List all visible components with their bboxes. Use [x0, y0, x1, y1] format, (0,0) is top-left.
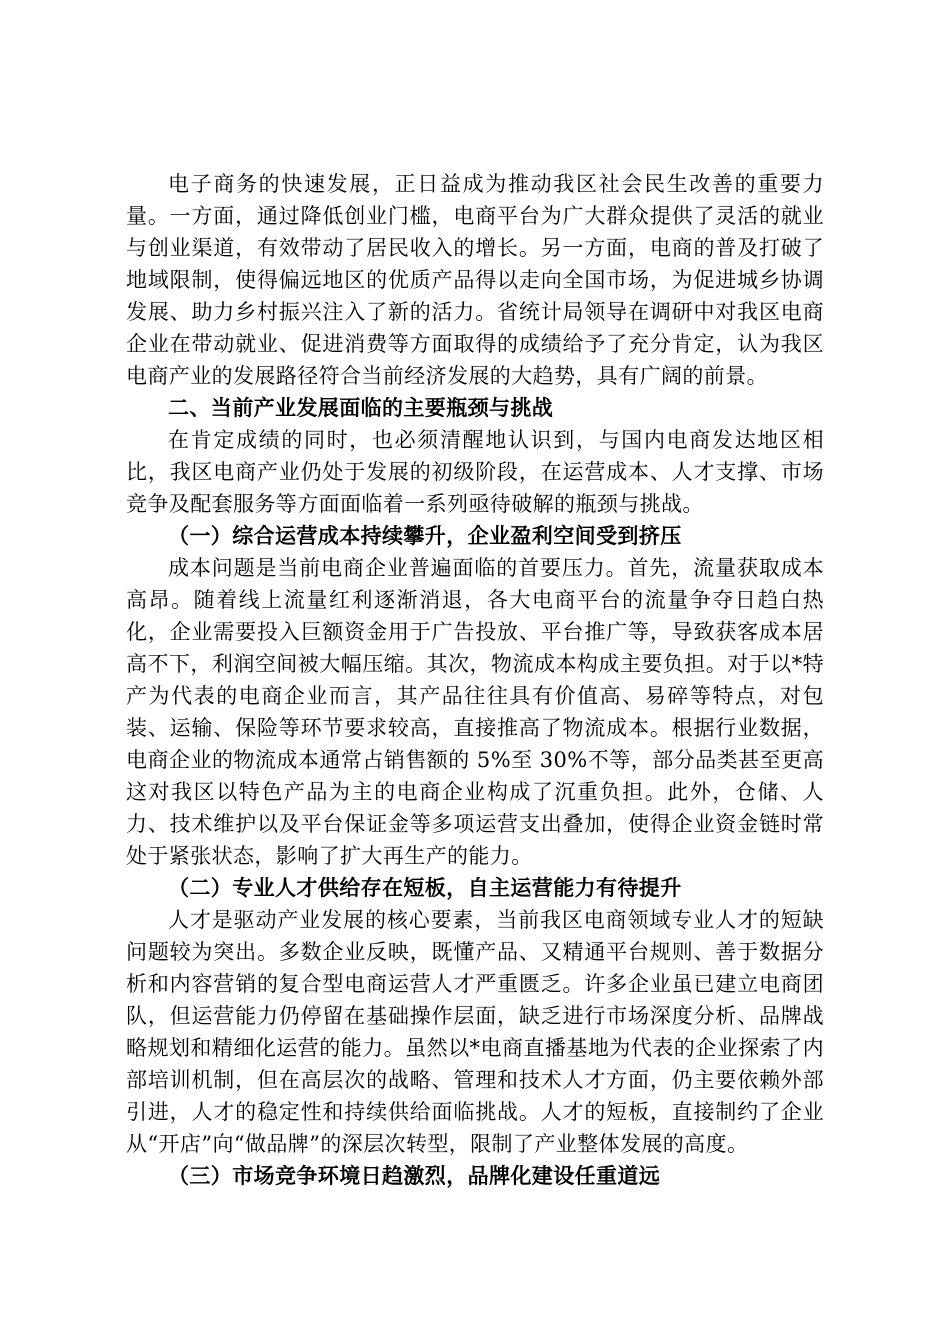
subsection-heading-3: （三）市场竞争环境日趋激烈，品牌化建设任重道远: [168, 1163, 661, 1188]
section-heading-2: 二、当前产业发展面临的主要瓶颈与挑战: [168, 395, 554, 420]
subsection-heading-2: （二）专业人才供给存在短板，自主运营能力有待提升: [168, 875, 682, 900]
subsection-2-paragraph: 人才是驱动产业发展的核心要素，当前我区电商领域专业人才的短缺问题较为突出。多数企业反映，既懂产品、又精通平台规则、善于数据分析和内容营销的复合型电商运营人才严重匮乏。许多企业虽已建立电商团队，但运营能力仍停留在基础操作层面，缺乏进行市场深度分析、品牌战略规划和精细化运营的能力。虽然以*电商直播基地为代表的企业探索了内部培训机制，但在高层次的战略、管理和技术人才方面，仍主要依赖外部引进，人才的稳定性和持续供给面临挑战。人才的短板，直接制约了企业从“开店”向“做品牌”的深层次转型，限制了产业整体发展的高度。: [126, 908, 824, 1156]
section-2-intro-paragraph: 在肯定成绩的同时，也必须清醒地认识到，与国内电商发达地区相比，我区电商产业仍处于发展的初级阶段，在运营成本、人才支撑、市场竞争及配套服务等方面面临着一系列亟待破解的瓶颈与挑战。: [126, 428, 824, 516]
subsection-1-paragraph: 成本问题是当前电商企业普遍面临的首要压力。首先，流量获取成本高昂。随着线上流量红利逐渐消退，各大电商平台的流量争夺日趋白热化，企业需要投入巨额资金用于广告投放、平台推广等，导致获客成本居高不下，利润空间被大幅压缩。其次，物流成本构成主要负担。对于以*特产为代表的电商企业而言，其产品往往具有价值高、易碎等特点，对包装、运输、保险等环节要求较高，直接推高了物流成本。根据行业数据，电商企业的物流成本通常占销售额的 5%至 30%不等，部分品类甚至更高这对我区以特色产品为主的电商企业构成了沉重负担。此外，仓储、人力、技术维护以及平台保证金等多项运营支出叠加，使得企业资金链时常处于紧张状态，影响了扩大再生产的能力。: [126, 556, 824, 868]
intro-paragraph: 电子商务的快速发展，正日益成为推动我区社会民生改善的重要力量。一方面，通过降低创业门槛，电商平台为广大群众提供了灵活的就业与创业渠道，有效带动了居民收入的增长。另一方面，电商的普及打破了地域限制，使得偏远地区的优质产品得以走向全国市场，为促进城乡协调发展、助力乡村振兴注入了新的活力。省统计局领导在调研中对我区电商企业在带动就业、促进消费等方面取得的成绩给予了充分肯定，认为我区电商产业的发展路径符合当前经济发展的大趋势，具有广阔的前景。: [126, 172, 824, 388]
subsection-heading-1: （一）综合运营成本持续攀升，企业盈利空间受到挤压: [168, 523, 682, 548]
document-page: [126, 168, 824, 1192]
